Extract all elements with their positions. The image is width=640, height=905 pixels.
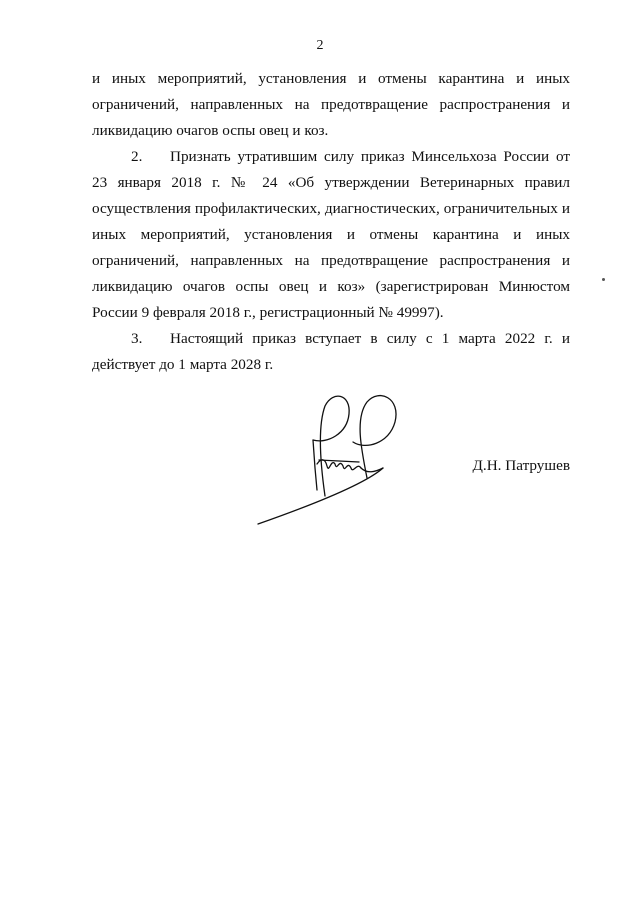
item-3-text: Настоящий приказ вступает в силу с 1 марта 2022 г. и действует до 1 марта 2028 г. (92, 330, 570, 373)
scan-dot (602, 278, 605, 281)
document-body (92, 66, 570, 378)
signer-name: Д.Н. Патрушев (472, 457, 570, 474)
item-2-number: 2. (131, 148, 143, 165)
paragraph-item-2 (92, 144, 570, 326)
signature-drawing (255, 388, 405, 528)
paragraph-continuation: и иных мероприятий, установления и отмены карантина и иных ограничений, направленных на предотвращение распространения и ликвидацию очагов оспы овец и коз. (92, 70, 570, 139)
page-number: 2 (316, 38, 324, 53)
item-2-text: Признать утратившим силу приказ Минсельхоза России от 23 января 2018 г. № 24 «Об утверждении Ветеринарных правил осуществления профилактических, диагностических, ограничительных и иных мероприятий, установления и отмены карантина и иных ограничений, направленных на предотвращение распространения и ликвидацию очагов оспы овец и коз» (зарегистрирован Минюстом России 9 февраля 2018 г., регистрационный № 49997). (92, 148, 570, 321)
handwritten-signature (255, 388, 405, 528)
item-3-number: 3. (131, 330, 143, 347)
paragraph-item-3 (92, 326, 570, 378)
